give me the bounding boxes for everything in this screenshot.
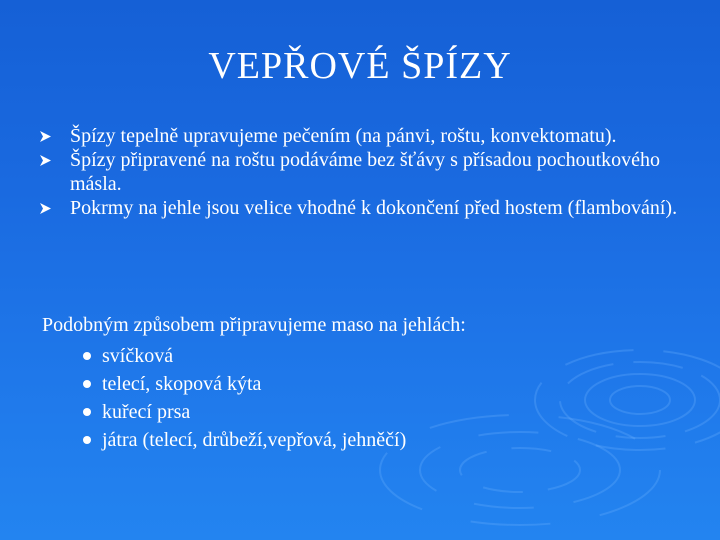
- bullet-item: [40, 124, 680, 148]
- list-item-text: svíčková: [102, 345, 174, 367]
- bullet-text: Špízy připravené na roštu podáváme bez šťávy s přísadou pochoutkového másla.: [70, 149, 661, 195]
- bullet-item: [40, 196, 680, 220]
- list-item: [82, 426, 682, 454]
- intro-text: Podobným způsobem připravujeme maso na jehlách:: [42, 314, 466, 336]
- meat-list: [82, 342, 682, 454]
- dot-bullet-icon: [83, 380, 91, 388]
- bullet-text: Pokrmy na jehle jsou velice vhodné k dokončení před hostem (flambování).: [70, 197, 678, 219]
- dot-bullet-icon: [83, 408, 91, 416]
- bullet-item: [40, 148, 680, 196]
- list-item-text: kuřecí prsa: [102, 401, 191, 423]
- arrow-bullet-icon: [40, 155, 51, 166]
- list-item: [82, 398, 682, 426]
- list-item: [82, 342, 682, 370]
- list-item: [82, 370, 682, 398]
- list-item-text: telecí, skopová kýta: [102, 373, 262, 395]
- bullet-list: [40, 124, 680, 220]
- arrow-bullet-icon: [40, 203, 51, 214]
- list-item-text: játra (telecí, drůbeží,vepřová, jehněčí): [102, 429, 407, 451]
- arrow-bullet-icon: [40, 131, 51, 142]
- dot-bullet-icon: [83, 352, 91, 360]
- dot-bullet-icon: [83, 436, 91, 444]
- bullet-text: Špízy tepelně upravujeme pečením (na pánvi, roštu, konvektomatu).: [70, 125, 617, 147]
- slide-title: VEPŘOVÉ ŠPÍZY: [208, 45, 512, 87]
